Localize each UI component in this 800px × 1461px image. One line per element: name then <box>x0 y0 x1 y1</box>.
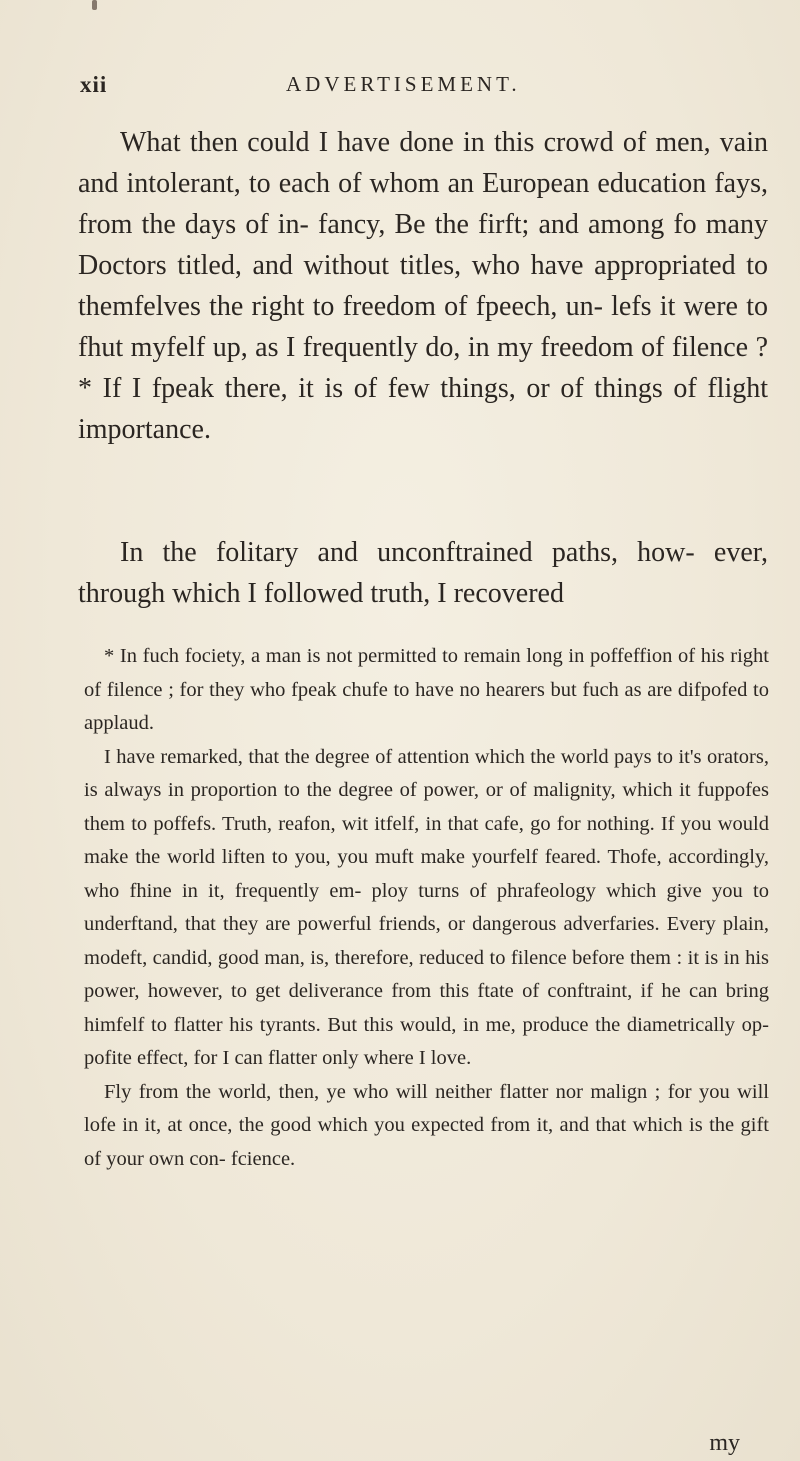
footnote <box>84 640 769 1176</box>
catchword: my <box>709 1430 740 1456</box>
body-paragraph: In the folitary and unconftrained paths, how- ever, through which I followed truth, I recovered <box>78 537 768 609</box>
ink-speck <box>92 0 97 10</box>
body-paragraph: What then could I have done in this crowd of men, vain and intolerant, to each of whom an European education fays, from the days of in- fancy, Be the firft; and among fo many Doctors titled, and without titles, who have appropriated to themfelves the right to freedom of fpeech, un- lefs it were to fhut myfelf up, as I frequently do, in my freedom of filence ? * If I fpeak there, it is of few things, or of things of flight importance. <box>78 127 768 445</box>
footnote-paragraph: I have remarked, that the degree of attention which the world pays to it's orators, is always in proportion to the degree of power, or of malignity, which it fuppofes them to poffefs. Truth, reafon, wit itfelf, in that cafe, go for nothing. If you would make the world liften to you, you muft make yourfelf feared. Thofe, accordingly, who fhine in it, frequently em- ploy turns of phrafeology which give you to underftand, that they are powerful friends, or dangerous adverfaries. Every plain, modeft, candid, good man, is, therefore, reduced to filence before them : it is in his power, however, to get deliverance from this ftate of conftraint, if he can bring himfelf to flatter his tyrants. But this would, in me, produce the diametrically op- pofite effect, for I can flatter only where I love. <box>84 745 769 1069</box>
page-header <box>78 72 760 104</box>
footnote-paragraph: * In fuch fociety, a man is not permitted to remain long in poffeffion of his right of filence ; for they who fpeak chufe to have no hearers but fuch as are difpofed to applaud. <box>84 645 769 734</box>
running-head: ADVERTISEMENT. <box>286 72 521 96</box>
footnote-paragraph: Fly from the world, then, ye who will neither flatter nor malign ; for you will lofe in it, at once, the good which you expected from it, and that which is the gift of your own con- fcience. <box>84 1080 769 1170</box>
page-number: xii <box>80 72 108 97</box>
